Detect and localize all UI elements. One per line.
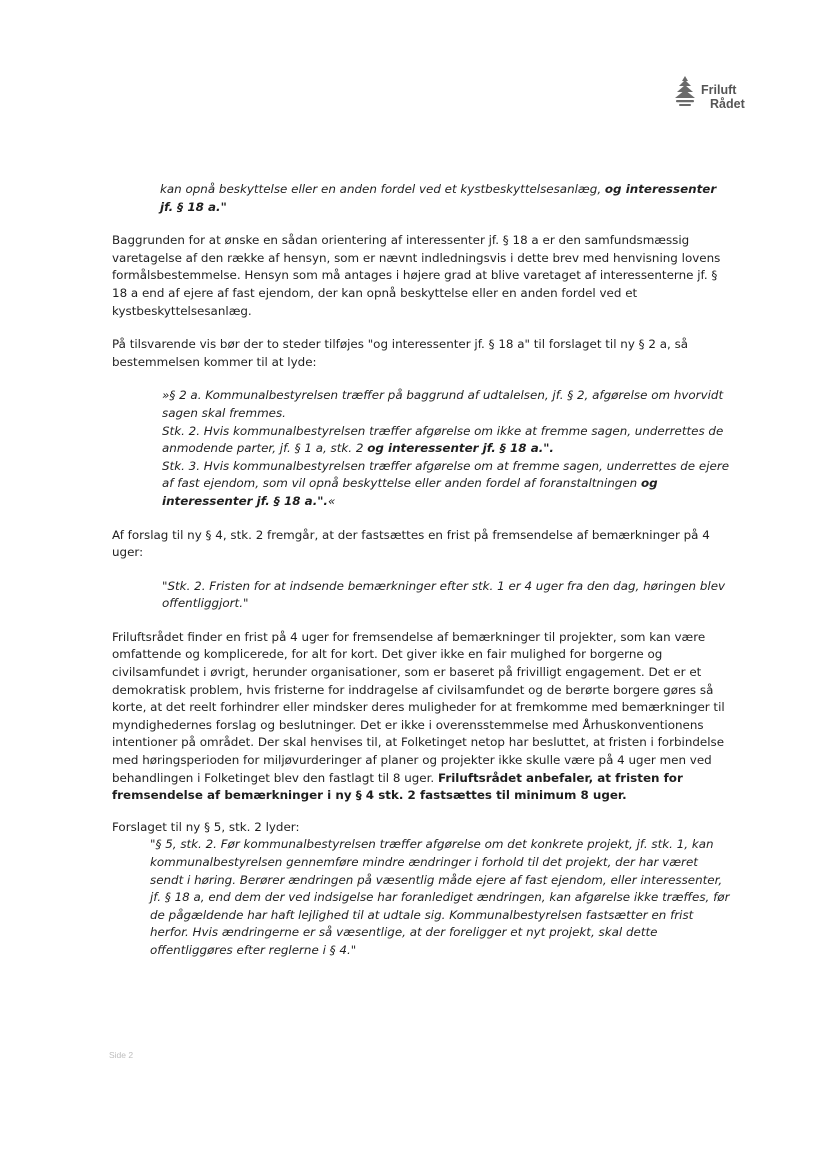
paragraph-baggrund: Baggrunden for at ønske en sådan orientering af interessenter jf. § 18 a er den samfundsmæssig varetagelse af den række af hensyn, som er nævnt indledningsvis i dette brev med henvisning lovens formålsbestemmelse. Hensyn som må antages i højere grad at blive varetaget af interessenterne jf. § 18 a end af ejere af fast ejendom, der kan opnå beskyttelse eller en anden fordel ved et kystbeskyttelsesanlæg. bbox=[112, 233, 721, 318]
logo-text-line1: Friluft bbox=[701, 83, 737, 97]
recommendation: Friluftsrådet anbefaler, at fristen for fremsendelse af bemærkninger i ny § 4 stk. 2 fastsættes til minimum 8 uger. bbox=[112, 770, 683, 803]
paragraph-section-4: Af forslag til ny § 4, stk. 2 fremgår, at der fastsættes en frist på fremsendelse af bemærkninger på 4 uger: bbox=[112, 527, 710, 560]
page-number: Side 2 bbox=[109, 1050, 134, 1060]
tree-icon bbox=[672, 74, 698, 110]
logo-text-line2: Rådet bbox=[710, 97, 745, 111]
quote-continuation: kan opnå beskyttelse eller en anden fordel ved et kystbeskyttelsesanlæg, og interessenter jf. § 18 a." bbox=[160, 182, 717, 214]
quote-section-4: "Stk. 2. Fristen for at indsende bemærkninger efter stk. 1 er 4 uger fra den dag, høringen blev offentliggjort." bbox=[162, 578, 726, 611]
friluftsraadet-logo bbox=[672, 74, 772, 118]
paragraph-friluftsraadet: Friluftsrådet finder en frist på 4 uger for fremsendelse af bemærkninger til projekter, som kan være omfattende og komplicerede, for alt for kort. Det giver ikke en fair mulighed for borgerne og civilsamfundet i øvrigt, herunder organisationer, som er baseret på frivilligt engagement. Det er et demokratisk problem, hvis fristerne for inddragelse af civilsamfundet og de berørte borgere gøres så korte, at det reelt forhindrer eller mindsker deres muligheder for at fremkomme med bemærkninger til myndighedernes forslag og beslutninger. Det er ikke i overensstemmelse med Århuskonventionens intentioner på området. Der skal henvises til, at Folketinget netop har besluttet, at fristen i forbindelse med høringsperioden for miljøvurderinger af planer og projekter ikke skulle være på 4 uger men ved behandlingen i Folketinget blev den fastlagt til 8 uger. Friluftsrådet anbefaler, at fristen for fremsendelse af bemærkninger i ny § 4 stk. 2 fastsættes til minimum 8 uger. bbox=[112, 629, 725, 803]
quote-section-5: "§ 5, stk. 2. Før kommunalbestyrelsen træffer afgørelse om det konkrete projekt, jf. stk. 1, kan kommunalbestyrelsen gennemføre mindre ændringer i forhold til det projekt, der har været sendt i høring. Berører ændringen på væsentlig måde ejere af fast ejendom, eller interessenter, jf. § 18 a, end dem der ved indsigelse har foranlediget ændringen, kan afgørelse ikke træffes, før de pågældende har haft lejlighed til at udtale sig. Kommunalbestyrelsen fastsætter en frist herfor. Hvis ændringerne er så væsentlige, at der foreligger et nyt projekt, skal dette offentliggøres efter reglerne i § 4." bbox=[150, 837, 730, 957]
letter-body bbox=[112, 181, 732, 960]
quote-section-2a: »§ 2 a. Kommunalbestyrelsen træffer på baggrund af udtalelsen, jf. § 2, afgørelse om hvorvidt sagen skal fremmes. Stk. 2. Hvis kommunalbestyrelsen træffer afgørelse om ikke at fremme sagen, underrettes de anmodende parter, jf. § 1 a, stk. 2 og interessenter jf. § 18 a.". Stk. 3. Hvis kommunalbestyrelsen træffer afgørelse om at fremme sagen, underrettes de ejere af fast ejendom, som vil opnå beskyttelse eller anden fordel af foranstaltningen og interessenter jf. § 18 a.".« bbox=[162, 388, 730, 508]
paragraph-tilsvarende: På tilsvarende vis bør der to steder tilføjes "og interessenter jf. § 18 a" til forslaget til ny § 2 a, så bestemmelsen kommer til at lyde: bbox=[112, 337, 689, 369]
paragraph-section-5: Forslaget til ny § 5, stk. 2 lyder: bbox=[112, 819, 300, 834]
